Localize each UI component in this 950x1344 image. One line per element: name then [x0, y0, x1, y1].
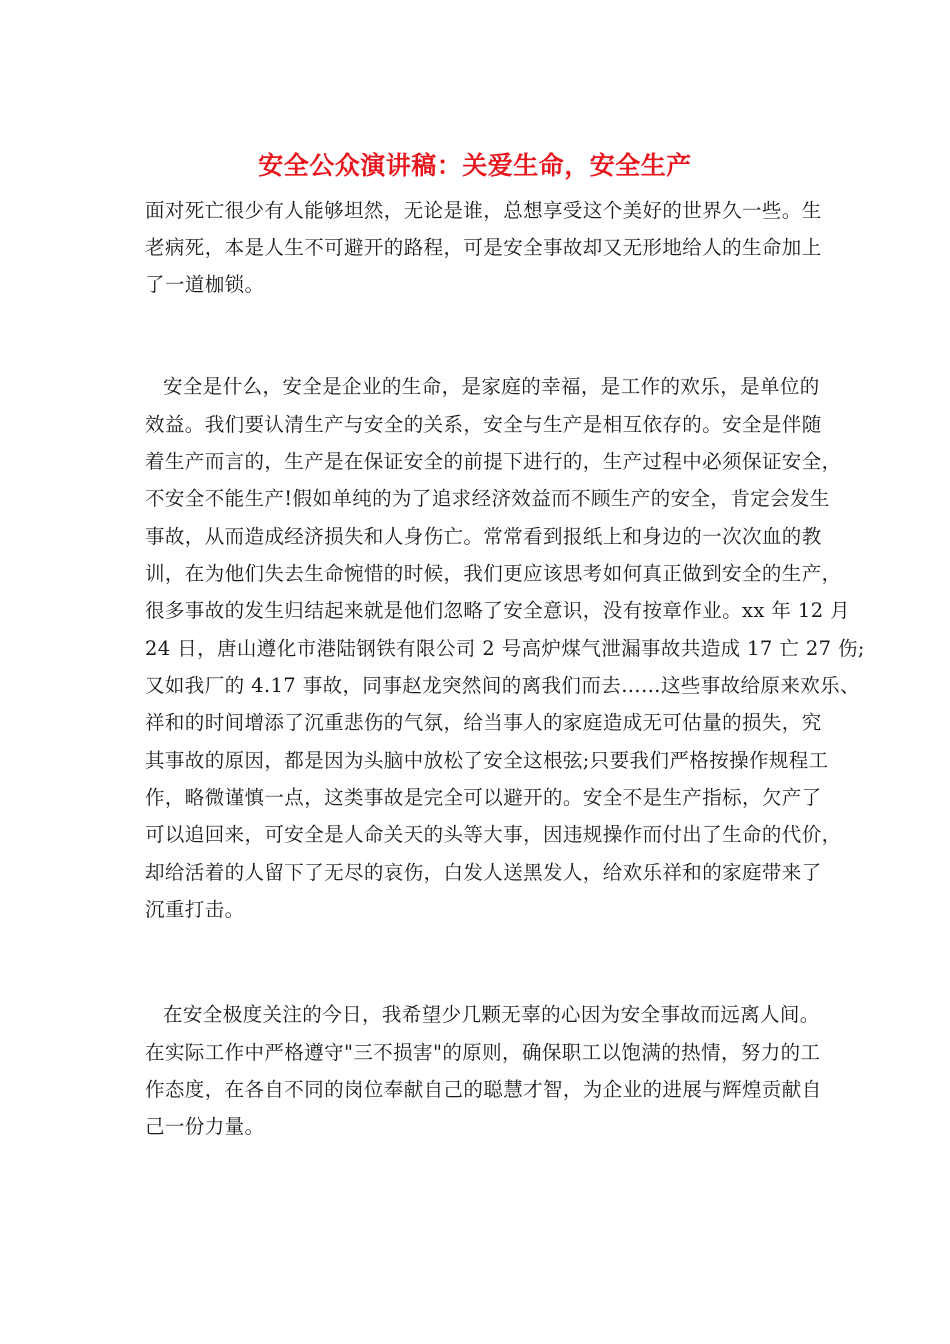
paragraph-2-line-4: 不安全不能生产!假如单纯的为了追求经济效益而不顾生产的安全，肯定会发生	[145, 487, 830, 510]
paragraph-2-line-13: 可以追回来，可安全是人命关天的头等大事，因违规操作而付出了生命的代价，	[145, 823, 842, 846]
paragraph-2-line-14: 却给活着的人留下了无尽的哀伤，白发人送黑发人，给欢乐祥和的家庭带来了	[145, 861, 822, 884]
paragraph-1-line-3: 了一道枷锁。	[145, 273, 265, 296]
paragraph-2-line-5: 事故，从而造成经济损失和人身伤亡。常常看到报纸上和身边的一次次血的教	[145, 525, 822, 548]
paragraph-3-line-4: 己一份力量。	[145, 1115, 265, 1138]
paragraph-2-line-15: 沉重打击。	[145, 898, 245, 921]
paragraph-1-line-1: 面对死亡很少有人能够坦然，无论是谁，总想享受这个美好的世界久一些。生	[145, 199, 822, 222]
paragraph-2-line-8: 24 日，唐山遵化市港陆钢铁有限公司 2 号高炉煤气泄漏事故共造成 17 亡 27 伤;	[145, 637, 865, 660]
paragraph-2-line-12: 作，略微谨慎一点，这类事故是完全可以避开的。安全不是生产指标，欠产了	[145, 786, 822, 809]
paragraph-2-line-7: 很多事故的发生归结起来就是他们忽略了安全意识，没有按章作业。xx 年 12 月	[145, 599, 851, 622]
paragraph-2-line-11: 其事故的原因，都是因为头脑中放松了安全这根弦;只要我们严格按操作规程工	[145, 749, 829, 772]
document-title: 安全公众演讲稿：关爱生命，安全生产	[258, 151, 692, 180]
paragraph-1-line-2: 老病死，本是人生不可避开的路程，可是安全事故却又无形地给人的生命加上	[145, 236, 822, 259]
paragraph-3-line-1: 在安全极度关注的今日，我希望少几颗无辜的心因为安全事故而远离人间。	[163, 1003, 820, 1026]
paragraph-2-line-10: 祥和的时间增添了沉重悲伤的气氛，给当事人的家庭造成无可估量的损失，究	[145, 711, 822, 734]
paragraph-2-line-9: 又如我厂的 4.17 事故，同事赵龙突然间的离我们而去……这些事故给原来欢乐、	[145, 674, 860, 697]
paragraph-2-line-6: 训，在为他们失去生命惋惜的时候，我们更应该思考如何真正做到安全的生产，	[145, 562, 842, 585]
paragraph-2-line-1: 安全是什么，安全是企业的生命，是家庭的幸福，是工作的欢乐，是单位的	[163, 375, 820, 398]
paragraph-3-line-2: 在实际工作中严格遵守"三不损害"的原则，确保职工以饱满的热情，努力的工	[145, 1041, 821, 1064]
paragraph-3-line-3: 作态度，在各自不同的岗位奉献自己的聪慧才智，为企业的进展与辉煌贡献自	[145, 1078, 822, 1101]
paragraph-2-line-2: 效益。我们要认清生产与安全的关系，安全与生产是相互依存的。安全是伴随	[145, 413, 822, 436]
paragraph-2-line-3: 着生产而言的，生产是在保证安全的前提下进行的，生产过程中必须保证安全，	[145, 450, 842, 473]
